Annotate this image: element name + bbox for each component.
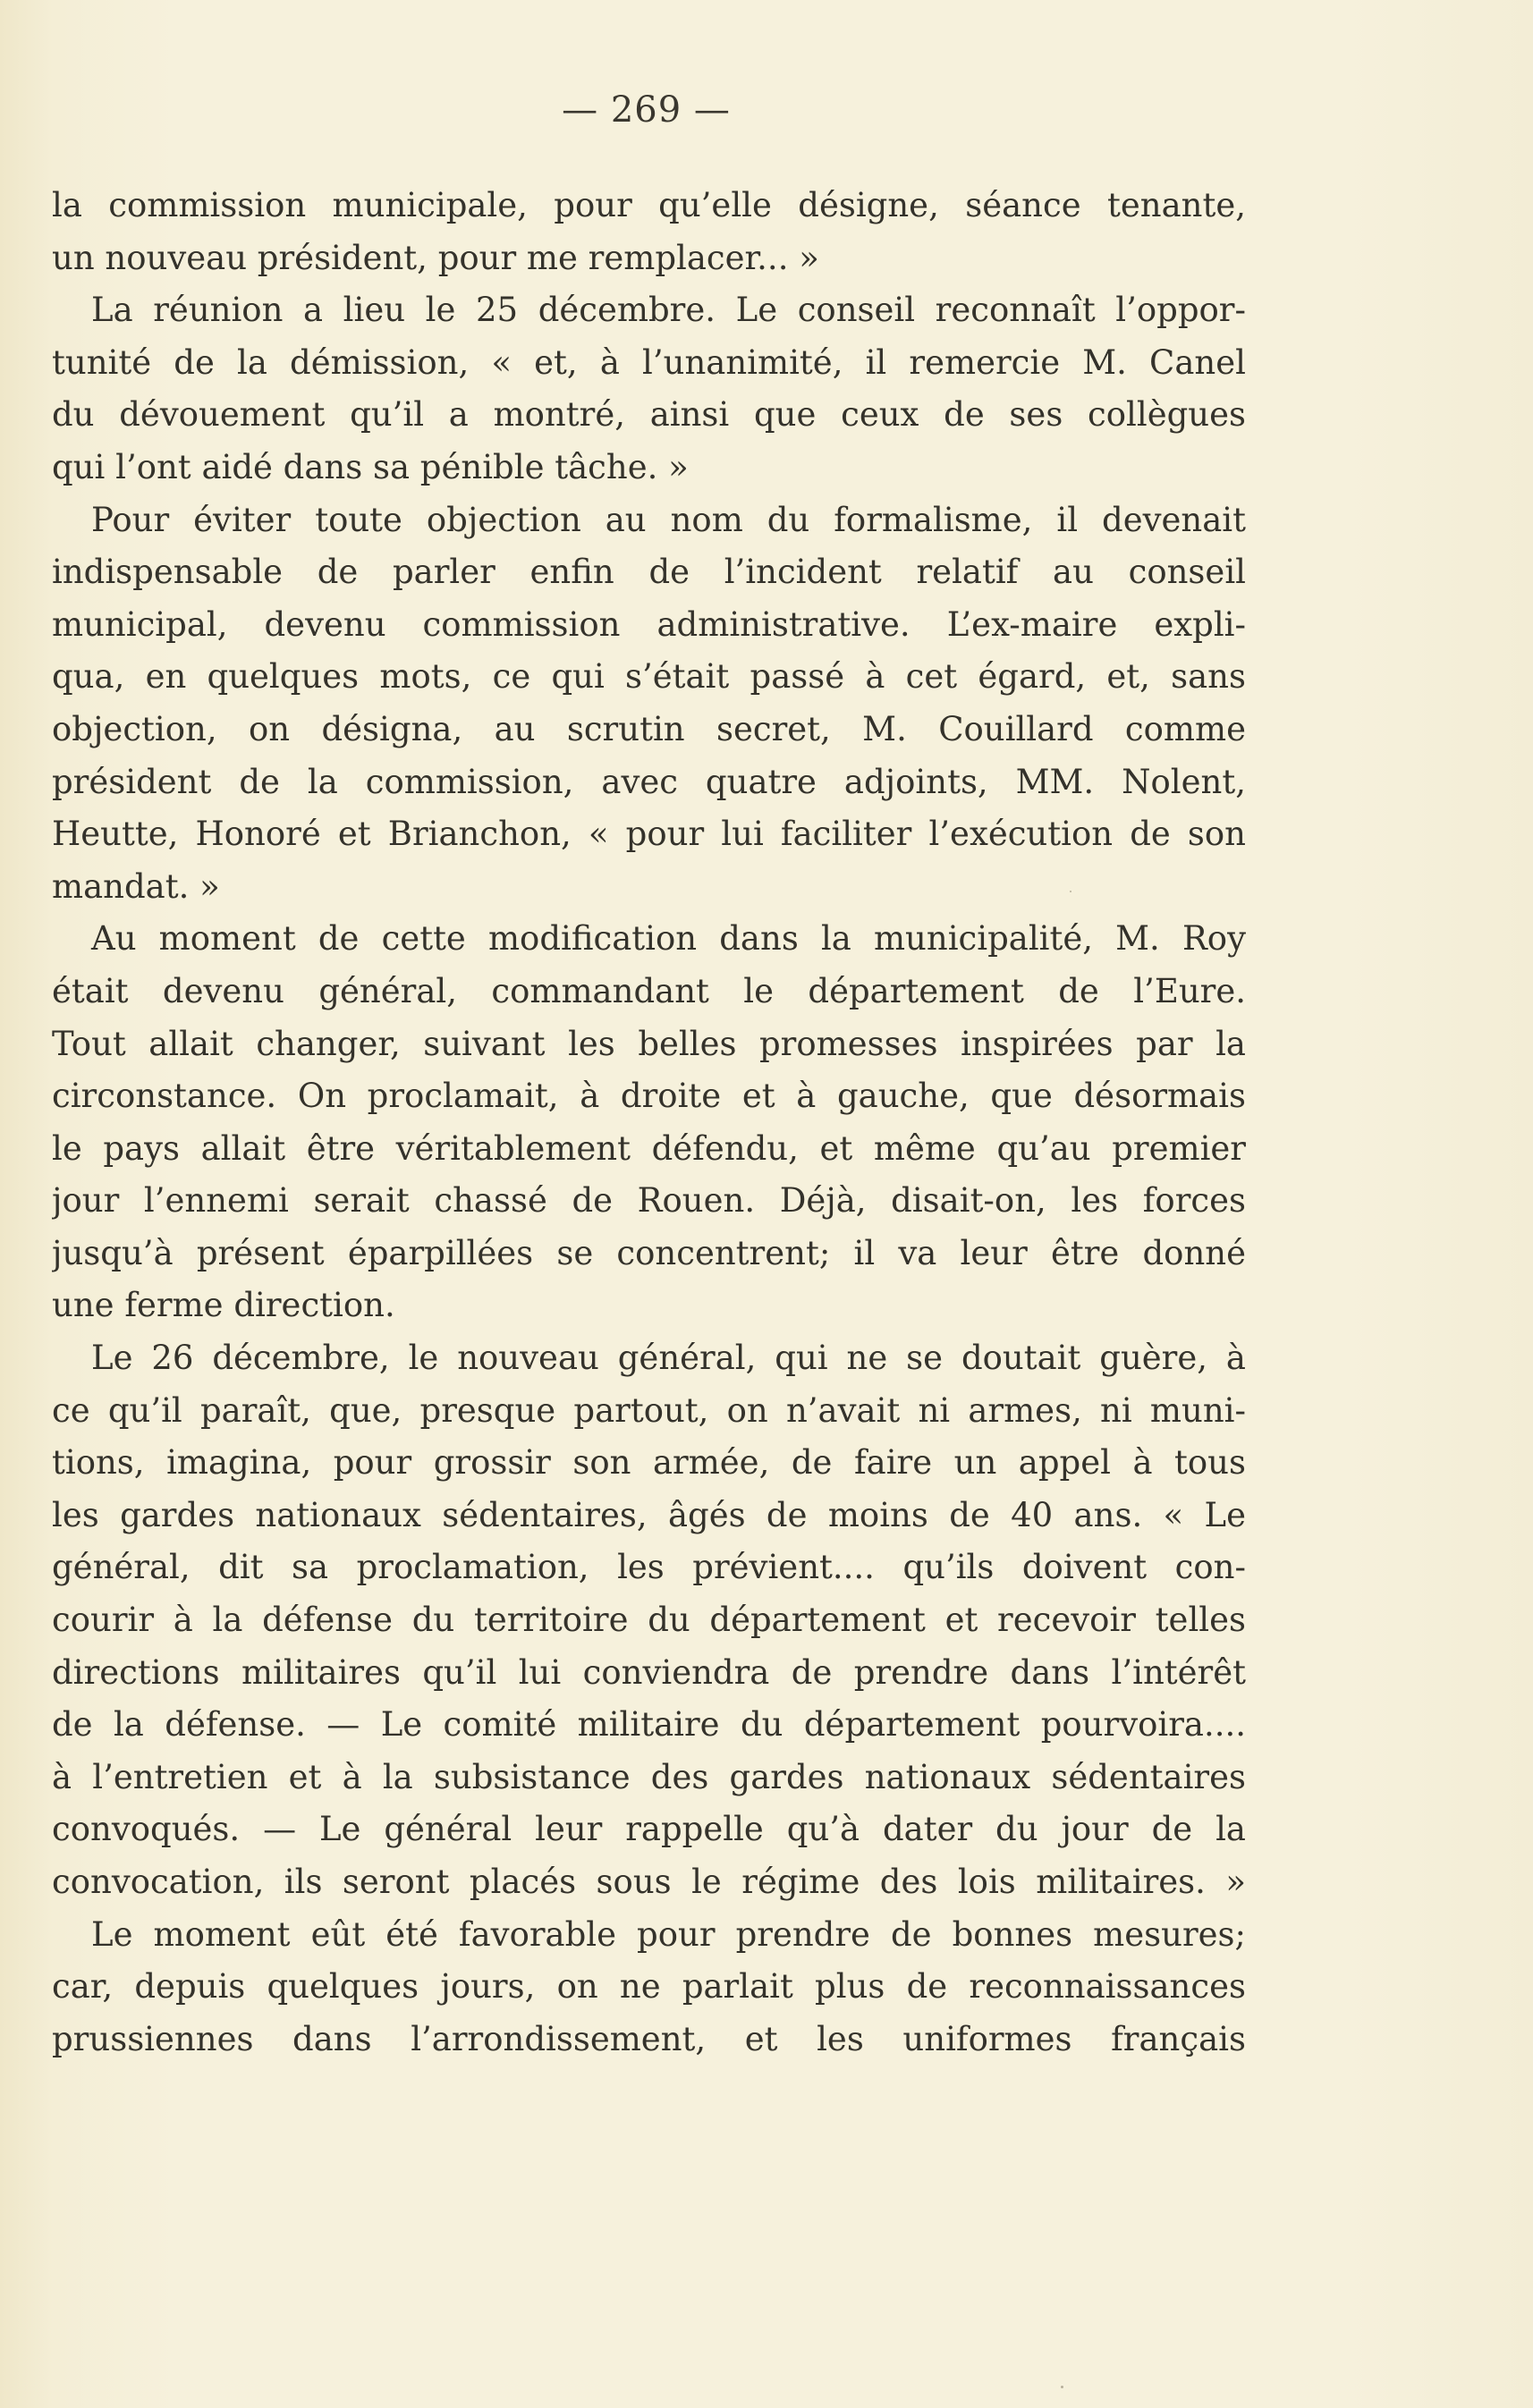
page-number: — 269 —	[562, 89, 731, 131]
text-line	[52, 1123, 1246, 1176]
text-line	[52, 1961, 1246, 2014]
text-line	[52, 494, 1246, 547]
text-line	[52, 546, 1246, 599]
text-line	[52, 1385, 1246, 1438]
text-line-content: le pays allait être véritablement défendu, et même qu’au premier	[52, 1128, 1246, 1168]
text-line	[52, 180, 1246, 232]
text-line	[52, 1332, 1246, 1385]
text-line	[52, 1804, 1246, 1856]
text-line	[52, 1542, 1246, 1594]
text-line-content: Au moment de cette modification dans la municipalité, M. Roy	[91, 919, 1246, 959]
text-line	[52, 1437, 1246, 1490]
body-text	[52, 180, 1246, 2066]
text-line-content: les gardes nationaux sédentaires, âgés de moins de 40 ans. « Le	[52, 1495, 1246, 1534]
text-line	[52, 966, 1246, 1018]
text-line-content: indispensable de parler enfin de l’incident relatif au conseil	[52, 553, 1246, 592]
text-line	[52, 861, 1246, 914]
text-line-content: mandat. »	[52, 866, 220, 906]
text-line	[52, 651, 1246, 704]
text-line-content: prussiennes dans l’arrondissement, et les uniformes français	[52, 2019, 1246, 2058]
text-line-content: jour l’ennemi serait chassé de Rouen. Déjà, disait-on, les forces	[52, 1181, 1246, 1221]
text-line	[52, 599, 1246, 652]
paper-speck	[1061, 2386, 1063, 2388]
text-line-content: général, dit sa proclamation, les prévient.... qu’ils doivent con-	[52, 1548, 1246, 1587]
text-line-content: municipal, devenu commission administrative. L’ex-maire expli-	[52, 604, 1246, 644]
text-line-content: La réunion a lieu le 25 décembre. Le conseil reconnaît l’oppor-	[91, 291, 1246, 330]
text-line	[52, 2014, 1246, 2066]
text-line	[52, 756, 1246, 809]
text-line-content: jusqu’à présent éparpillées se concentrent; il va leur être donné	[52, 1233, 1246, 1272]
text-line	[52, 1699, 1246, 1752]
text-line-content: objection, on désigna, au scrutin secret, M. Couillard comme	[52, 709, 1246, 748]
text-line	[52, 1175, 1246, 1228]
text-line	[52, 232, 1246, 285]
text-line-content: tions, imagina, pour grossir son armée, de faire un appel à tous	[52, 1443, 1246, 1483]
text-line-content: était devenu général, commandant le département de l’Eure.	[52, 971, 1246, 1010]
text-line	[52, 1490, 1246, 1542]
text-line-content: Le moment eût été favorable pour prendre de bonnes mesures;	[91, 1914, 1246, 1954]
text-line-content: Tout allait changer, suivant les belles promesses inspirées par la	[52, 1024, 1246, 1063]
text-line-content: courir à la défense du territoire du département et recevoir telles	[52, 1601, 1246, 1640]
text-line-content: car, depuis quelques jours, on ne parlait plus de reconnaissances	[52, 1967, 1246, 2007]
text-line	[52, 1856, 1246, 1909]
text-line-content: convoqués. — Le général leur rappelle qu’à dater du jour de la	[52, 1810, 1246, 1849]
text-line	[52, 337, 1246, 390]
text-line-content: de la défense. — Le comité militaire du département pourvoira....	[52, 1705, 1246, 1745]
text-line	[52, 1070, 1246, 1123]
text-line-content: une ferme direction.	[52, 1286, 395, 1325]
text-line-content: tunité de la démission, « et, à l’unanimité, il remercie M. Canel	[52, 342, 1246, 382]
text-line	[52, 442, 1246, 494]
text-line	[52, 284, 1246, 337]
text-line-content: convocation, ils seront placés sous le régime des lois militaires. »	[52, 1863, 1246, 1901]
text-line	[52, 1280, 1246, 1332]
text-line-content: Heutte, Honoré et Brianchon, « pour lui faciliter l’exécution de son	[52, 815, 1246, 854]
text-line-content: un nouveau président, pour me remplacer... »	[52, 238, 819, 277]
text-line	[52, 1228, 1246, 1280]
text-line-content: Le 26 décembre, le nouveau général, qui ne se doutait guère, à	[91, 1339, 1246, 1378]
text-line-content: du dévouement qu’il a montré, ainsi que ceux de ses collègues	[52, 395, 1246, 435]
text-line	[52, 389, 1246, 442]
paper-speck	[1070, 891, 1071, 892]
text-line-content: ce qu’il paraît, que, presque partout, on n’avait ni armes, ni muni-	[52, 1390, 1246, 1430]
text-line-content: président de la commission, avec quatre adjoints, MM. Nolent,	[52, 762, 1246, 801]
text-line-content: qua, en quelques mots, ce qui s’était passé à cet égard, et, sans	[52, 657, 1246, 697]
text-line-content: directions militaires qu’il lui conviendra de prendre dans l’intérêt	[52, 1652, 1246, 1692]
text-line	[52, 808, 1246, 861]
text-line	[52, 1594, 1246, 1647]
text-line	[52, 1752, 1246, 1804]
text-line	[52, 1018, 1246, 1071]
text-line	[52, 704, 1246, 756]
text-line	[52, 1647, 1246, 1700]
text-line-content: circonstance. On proclamait, à droite et à gauche, que désormais	[52, 1077, 1246, 1116]
text-line-content: à l’entretien et à la subsistance des gardes nationaux sédentaires	[52, 1757, 1246, 1796]
text-line	[52, 1909, 1246, 1962]
text-line	[52, 913, 1246, 966]
text-line-content: Pour éviter toute objection au nom du formalisme, il devenait	[91, 500, 1246, 539]
text-line-content: la commission municipale, pour qu’elle désigne, séance tenante,	[52, 186, 1246, 224]
text-line-content: qui l’ont aidé dans sa pénible tâche. »	[52, 447, 689, 486]
